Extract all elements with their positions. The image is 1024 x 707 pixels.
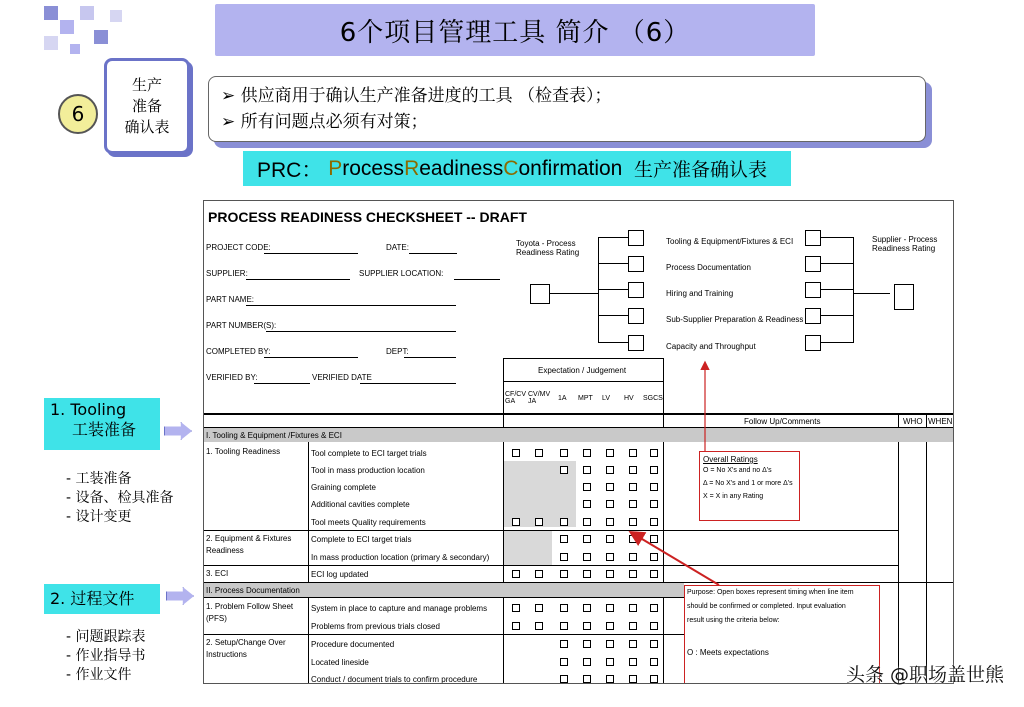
tooling-subitems: [66, 470, 174, 527]
col-header: CV/MV JA: [528, 391, 551, 405]
purpose-line: result using the criteria below:: [687, 617, 780, 624]
follow-up-header: Follow Up/Comments: [744, 417, 821, 426]
row-label: 3. ECI: [206, 569, 229, 578]
row-label: 1. Tooling Readiness: [206, 447, 281, 456]
field-dept: DEPT:: [386, 347, 409, 356]
field-verified-date: VERIFIED DATE: [312, 373, 372, 382]
tool-tag: [104, 58, 190, 154]
purpose-line: should be confirmed or completed. Input evaluation: [687, 603, 846, 610]
row-item: ECI log updated: [311, 570, 369, 579]
rating-item: Capacity and Throughput: [666, 342, 756, 351]
decor-square: [80, 6, 94, 20]
row-item: Conduct / document trials to confirm procedure: [311, 675, 478, 684]
purpose-line: Purpose: Open boxes represent timing when line item: [687, 589, 854, 596]
toyota-rating-label: Toyota - Process Readiness Rating: [516, 239, 580, 257]
decor-square: [70, 44, 80, 54]
tooling-cn: 工装准备: [72, 420, 137, 439]
tag-line: 确认表: [124, 117, 170, 136]
arrow-right-icon: [164, 422, 192, 440]
slide-title: 6个项目管理工具 简介 （6）: [215, 4, 815, 56]
watermark: 头条 @职场盖世熊: [845, 664, 1004, 686]
bullet-box: [208, 76, 926, 142]
list-item: - 工装准备: [66, 471, 132, 487]
section-label: II. Process Documentation: [206, 586, 300, 595]
red-arrows: [204, 201, 953, 683]
rating-item: Tooling & Equipment/Fixtures & ECI: [666, 237, 794, 246]
row-item: Graining complete: [311, 483, 376, 492]
rating-item: Sub-Supplier Preparation & Readiness: [666, 315, 804, 324]
rating-item: Process Documentation: [666, 263, 751, 272]
process-doc-label: 2. 过程文件: [44, 584, 160, 614]
field-date: DATE:: [386, 243, 409, 252]
overall-line: Δ = No X's and 1 or more Δ's: [703, 480, 793, 487]
col-header: HV: [624, 395, 634, 402]
row-item: Complete to ECI target trials: [311, 535, 412, 544]
decor-square: [60, 20, 74, 34]
when-header: WHEN: [928, 417, 953, 426]
supplier-rating-label: Supplier - Process Readiness Rating: [872, 235, 938, 253]
row-label: 1. Problem Follow Sheet (PFS): [206, 602, 294, 623]
step-number-badge: 6: [58, 94, 98, 134]
arrow-to-checkbox: [632, 533, 719, 585]
row-item: Located lineside: [311, 658, 369, 667]
decor-square: [44, 6, 58, 20]
list-item: - 设备、检具准备: [66, 490, 174, 506]
field-completed-by: COMPLETED BY:: [206, 347, 271, 356]
tooling-en: 1. Tooling: [50, 400, 127, 419]
checksheet-image: [203, 200, 954, 684]
arrow-right-icon: [166, 587, 194, 605]
row-label: 2. Setup/Change Over Instructions: [206, 638, 286, 659]
prc-banner: PRC： P rocess R eadiness C onfirmation 生产准备确认表: [243, 151, 791, 186]
field-part-name: PART NAME:: [206, 295, 255, 304]
row-item: Tool complete to ECI target trials: [311, 449, 427, 458]
tag-line: 准备: [131, 96, 162, 115]
field-supplier-location: SUPPLIER LOCATION:: [359, 269, 444, 278]
col-header: MPT: [578, 395, 593, 402]
field-project-code: PROJECT CODE:: [206, 243, 271, 252]
process-subitems: [66, 628, 146, 685]
field-verified-by: VERIFIED BY:: [206, 373, 258, 382]
overall-title: Overall Ratings: [703, 455, 758, 464]
decor-square: [44, 36, 58, 50]
bullet-item: ➢ 所有问题点必须有对策；: [221, 112, 428, 132]
sheet-title: PROCESS READINESS CHECKSHEET -- DRAFT: [208, 209, 527, 225]
overall-line: X = X in any Rating: [703, 493, 764, 500]
row-item: Problems from previous trials closed: [311, 622, 440, 631]
list-item: - 作业文件: [66, 667, 132, 683]
row-item: Tool meets Quality requirements: [311, 518, 426, 527]
rating-item: Hiring and Training: [666, 289, 734, 298]
list-item: - 问题跟踪表: [66, 629, 146, 645]
decor-square: [94, 30, 108, 44]
tooling-label: [44, 398, 160, 450]
row-item: Tool in mass production location: [311, 466, 425, 475]
expectation-header: Expectation / Judgement: [538, 366, 627, 375]
col-header: LV: [602, 395, 611, 402]
row-item: In mass production location (primary & secondary): [311, 553, 490, 562]
col-header: 1A: [558, 395, 567, 402]
field-supplier: SUPPLIER:: [206, 269, 248, 278]
list-item: - 设计变更: [66, 509, 132, 525]
row-label: 2. Equipment & Fixtures Readiness: [206, 534, 292, 555]
col-header: CF/CV GA: [505, 391, 526, 405]
row-item: Procedure documented: [311, 640, 395, 649]
section-label: I. Tooling & Equipment /Fixtures & ECI: [206, 431, 342, 440]
who-header: WHO: [903, 417, 923, 426]
list-item: - 作业指导书: [66, 648, 146, 664]
overall-line: O = No X's and no Δ's: [703, 467, 772, 474]
row-item: Additional cavities complete: [311, 500, 410, 509]
meets-line: O : Meets expectations: [687, 648, 769, 657]
bullet-item: ➢ 供应商用于确认生产准备进度的工具 （检查表）；: [221, 86, 612, 106]
col-header: SGCS: [643, 395, 663, 402]
decor-square: [110, 10, 122, 22]
row-item: System in place to capture and manage problems: [311, 604, 488, 613]
field-part-numbers: PART NUMBER(S):: [206, 321, 277, 330]
tag-line: 生产: [131, 75, 162, 94]
